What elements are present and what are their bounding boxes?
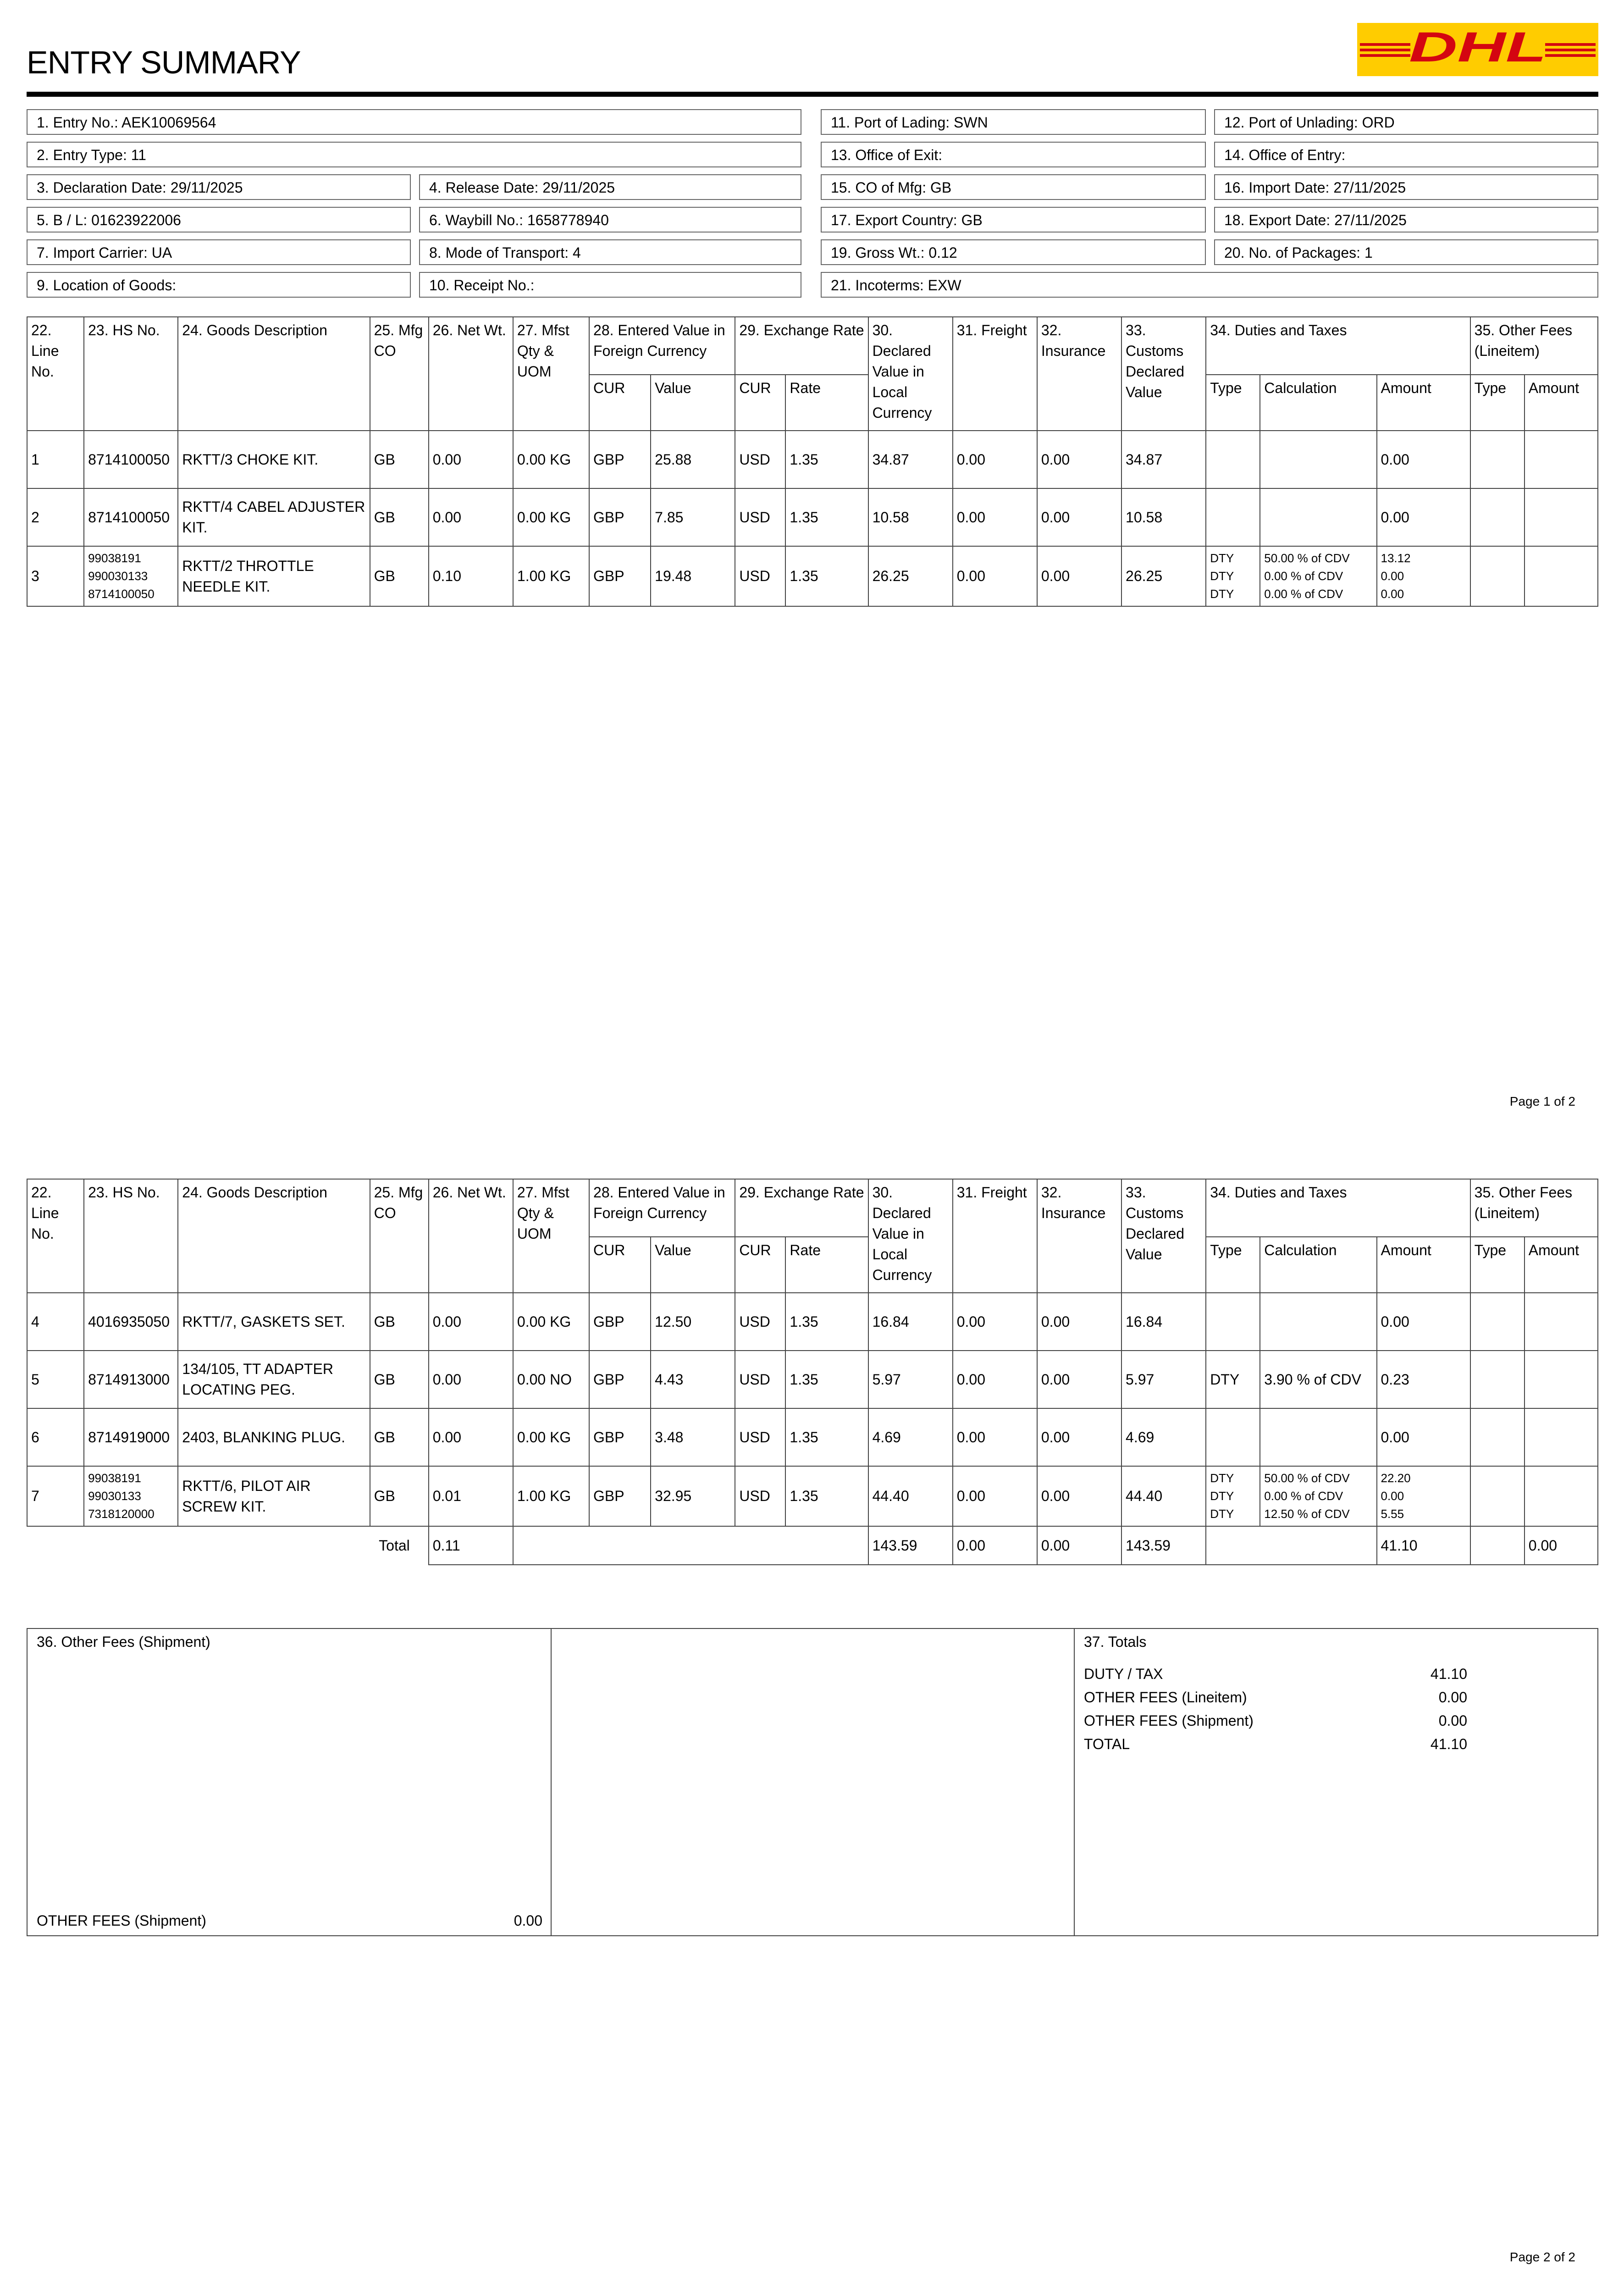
cell-cust: 16.84 [1121, 1293, 1206, 1351]
col-header-declared-value: 30. Declared Value in Local Currency [868, 317, 953, 431]
cell-goods-description: RKTT/3 CHOKE KIT. [178, 431, 370, 488]
page-title: ENTRY SUMMARY [27, 44, 301, 80]
col-header-duties-taxes: 34. Duties and Taxes [1206, 317, 1470, 375]
cell-other-fee-type [1470, 431, 1525, 488]
cell-duty-amount: 0.23 [1377, 1351, 1470, 1408]
cell-xcur: USD [735, 1466, 785, 1526]
cell-other-fee-amount [1525, 1466, 1598, 1526]
table-row [27, 1293, 1598, 1351]
cell-net: 0.00 [429, 488, 513, 546]
cell-net: 0.00 [429, 1293, 513, 1351]
subheader-type: Type [1206, 375, 1260, 431]
subheader-cur: CUR [735, 375, 785, 431]
other-fees-shipment-label: OTHER FEES (Shipment) [37, 1912, 206, 1929]
col-header-exchange-rate: 29. Exchange Rate [735, 317, 868, 375]
cell-net: 0.00 [429, 1408, 513, 1466]
cell-ins: 0.00 [1037, 488, 1121, 546]
cell-hs-no: 8714919000 [84, 1408, 178, 1466]
col-header-freight: 31. Freight [953, 317, 1037, 431]
cell-cust: 26.25 [1121, 546, 1206, 606]
cell-xcur: USD [735, 1408, 785, 1466]
col-header-mfg-co: 25. Mfg CO [370, 317, 429, 431]
col-header-duties-taxes: 34. Duties and Taxes [1206, 1179, 1470, 1237]
cell-goods-description: RKTT/7, GASKETS SET. [178, 1293, 370, 1351]
cell-rate: 1.35 [785, 1351, 868, 1408]
cell-decl: 44.40 [868, 1466, 953, 1526]
col-header-exchange-rate: 29. Exchange Rate [735, 1179, 868, 1237]
cell-xcur: USD [735, 1351, 785, 1408]
gross-wt-field: 19. Gross Wt.: 0.12 [821, 239, 1206, 265]
totals-row [27, 1526, 1598, 1565]
cell-net: 0.00 [429, 1351, 513, 1408]
import-date-field: 16. Import Date: 27/11/2025 [1214, 174, 1598, 200]
cell-hs-no: 8714100050 [84, 431, 178, 488]
cell-other-fee-type [1470, 1293, 1525, 1351]
cell-duty-calculation [1260, 488, 1376, 546]
subheader-rate: Rate [785, 375, 868, 431]
cell-xcur: USD [735, 488, 785, 546]
cell-ins: 0.00 [1037, 546, 1121, 606]
no-of-packages-field: 20. No. of Packages: 1 [1214, 239, 1598, 265]
totals-item-value: 0.00 [1438, 1689, 1467, 1706]
cell-cur: GBP [589, 1293, 651, 1351]
total-net-wt: 0.11 [429, 1526, 513, 1565]
cell-co: GB [370, 431, 429, 488]
cell-other-fee-type [1470, 546, 1525, 606]
cell-duty-amount: 13.12 0.00 0.00 [1377, 546, 1470, 606]
cell-line-no: 5 [27, 1351, 84, 1408]
cell-rate: 1.35 [785, 488, 868, 546]
total-freight: 0.00 [953, 1526, 1037, 1565]
cell-duty-type: DTY DTY DTY [1206, 546, 1260, 606]
cell-goods-description: 134/105, TT ADAPTER LOCATING PEG. [178, 1351, 370, 1408]
cell-cur: GBP [589, 431, 651, 488]
cell-cust: 5.97 [1121, 1351, 1206, 1408]
cell-val: 19.48 [651, 546, 735, 606]
cell-ins: 0.00 [1037, 431, 1121, 488]
entry-type-field: 2. Entry Type: 11 [27, 142, 801, 167]
cell-qty: 0.00 KG [513, 488, 589, 546]
release-date-field: 4. Release Date: 29/11/2025 [419, 174, 801, 200]
col-header-mfst-qty: 27. Mfst Qty & UOM [513, 1179, 589, 1293]
subheader-type: Type [1206, 1237, 1260, 1293]
cell-co: GB [370, 1466, 429, 1526]
cell-cur: GBP [589, 488, 651, 546]
cell-goods-description: RKTT/4 CABEL ADJUSTER KIT. [178, 488, 370, 546]
cell-rate: 1.35 [785, 1466, 868, 1526]
total-spacer [513, 1526, 868, 1565]
cell-qty: 0.00 NO [513, 1351, 589, 1408]
cell-other-fee-amount [1525, 546, 1598, 606]
shipment-summary-box [27, 1628, 1598, 1936]
cell-freight: 0.00 [953, 1351, 1037, 1408]
total-duty-amount: 41.10 [1377, 1526, 1470, 1565]
table-row [27, 1408, 1598, 1466]
cell-val: 25.88 [651, 431, 735, 488]
col-header-hs-no: 23. HS No. [84, 317, 178, 431]
col-header-goods-description: 24. Goods Description [178, 1179, 370, 1293]
cell-duty-amount: 0.00 [1377, 1293, 1470, 1351]
col-header-hs-no: 23. HS No. [84, 1179, 178, 1293]
cell-xcur: USD [735, 546, 785, 606]
totals-item-value: 0.00 [1438, 1712, 1467, 1729]
col-header-customs-value: 33. Customs Declared Value [1121, 1179, 1206, 1293]
export-date-field: 18. Export Date: 27/11/2025 [1214, 207, 1598, 233]
totals-item-value: 41.10 [1430, 1666, 1467, 1682]
cell-other-fee-type [1470, 1408, 1525, 1466]
cell-cur: GBP [589, 1351, 651, 1408]
table-row [27, 1351, 1598, 1408]
cell-xcur: USD [735, 431, 785, 488]
col-header-other-fees: 35. Other Fees (Lineitem) [1470, 1179, 1598, 1237]
dhl-logo [1357, 23, 1598, 76]
cell-line-no: 2 [27, 488, 84, 546]
cell-duty-type [1206, 1408, 1260, 1466]
cell-val: 3.48 [651, 1408, 735, 1466]
subheader-cur: CUR [735, 1237, 785, 1293]
cell-hs-no: 4016935050 [84, 1293, 178, 1351]
cell-ins: 0.00 [1037, 1351, 1121, 1408]
cell-decl: 34.87 [868, 431, 953, 488]
totals-item-label: OTHER FEES (Lineitem) [1084, 1689, 1247, 1706]
cell-other-fee-amount [1525, 1293, 1598, 1351]
cell-freight: 0.00 [953, 488, 1037, 546]
cell-cust: 4.69 [1121, 1408, 1206, 1466]
cell-ins: 0.00 [1037, 1408, 1121, 1466]
subheader-value: Value [651, 375, 735, 431]
cell-cust: 44.40 [1121, 1466, 1206, 1526]
table-row [27, 1466, 1598, 1526]
totals-title: 37. Totals [1084, 1634, 1147, 1650]
receipt-no-field: 10. Receipt No.: [419, 272, 801, 298]
cell-decl: 16.84 [868, 1293, 953, 1351]
table-header-row [27, 317, 1598, 375]
cell-other-fee-amount [1525, 1351, 1598, 1408]
subheader-amount: Amount [1525, 1237, 1598, 1293]
import-carrier-field: 7. Import Carrier: UA [27, 239, 411, 265]
col-header-mfst-qty: 27. Mfst Qty & UOM [513, 317, 589, 431]
total-insurance: 0.00 [1037, 1526, 1121, 1565]
cell-qty: 0.00 KG [513, 1408, 589, 1466]
cell-ins: 0.00 [1037, 1466, 1121, 1526]
col-header-customs-value: 33. Customs Declared Value [1121, 317, 1206, 431]
cell-cust: 34.87 [1121, 431, 1206, 488]
cell-other-fee-amount [1525, 431, 1598, 488]
subheader-calculation: Calculation [1260, 1237, 1376, 1293]
cell-duty-calculation: 3.90 % of CDV [1260, 1351, 1376, 1408]
cell-duty-calculation: 50.00 % of CDV 0.00 % of CDV 12.50 % of CDV [1260, 1466, 1376, 1526]
cell-duty-amount: 0.00 [1377, 431, 1470, 488]
cell-decl: 4.69 [868, 1408, 953, 1466]
cell-cur: GBP [589, 546, 651, 606]
total-label: Total [379, 1537, 410, 1554]
col-header-entered-value: 28. Entered Value in Foreign Currency [589, 1179, 735, 1237]
other-fees-shipment-value: 0.00 [514, 1912, 542, 1929]
page-number: Page 2 of 2 [1509, 2250, 1575, 2264]
col-header-declared-value: 30. Declared Value in Local Currency [868, 1179, 953, 1293]
cell-line-no: 1 [27, 431, 84, 488]
cell-duty-calculation [1260, 431, 1376, 488]
header-rule [27, 92, 1598, 97]
cell-other-fee-type [1470, 488, 1525, 546]
subheader-amount: Amount [1525, 375, 1598, 431]
cell-co: GB [370, 1408, 429, 1466]
cell-hs-no: 99038191 99030133 7318120000 [84, 1466, 178, 1526]
cell-decl: 5.97 [868, 1351, 953, 1408]
cell-other-fee-amount [1525, 488, 1598, 546]
total-spacer [1470, 1526, 1525, 1565]
dhl-logo-text: DHL [1409, 24, 1547, 71]
line-items-table-page1 [27, 316, 1598, 607]
col-header-mfg-co: 25. Mfg CO [370, 1179, 429, 1293]
cell-val: 12.50 [651, 1293, 735, 1351]
table-row [27, 488, 1598, 546]
location-of-goods-field: 9. Location of Goods: [27, 272, 411, 298]
subheader-type: Type [1470, 1237, 1525, 1293]
blank-section [552, 1629, 1075, 1935]
totals-item-label: TOTAL [1084, 1736, 1130, 1752]
subheader-cur: CUR [589, 1237, 651, 1293]
totals-item-label: DUTY / TAX [1084, 1666, 1163, 1682]
cell-duty-calculation [1260, 1293, 1376, 1351]
line-items-table-page2 [27, 1179, 1598, 1565]
cell-duty-type: DTY [1206, 1351, 1260, 1408]
col-header-net-wt: 26. Net Wt. [429, 317, 513, 431]
subheader-cur: CUR [589, 375, 651, 431]
cell-goods-description: RKTT/2 THROTTLE NEEDLE KIT. [178, 546, 370, 606]
cell-hs-no: 99038191 990030133 8714100050 [84, 546, 178, 606]
cell-co: GB [370, 1351, 429, 1408]
cell-freight: 0.00 [953, 431, 1037, 488]
incoterms-field: 21. Incoterms: EXW [821, 272, 1598, 298]
cell-rate: 1.35 [785, 431, 868, 488]
table-row [27, 431, 1598, 488]
total-customs-value: 143.59 [1121, 1526, 1206, 1565]
cell-decl: 10.58 [868, 488, 953, 546]
co-of-mfg-field: 15. CO of Mfg: GB [821, 174, 1206, 200]
cell-line-no: 6 [27, 1408, 84, 1466]
col-header-goods-description: 24. Goods Description [178, 317, 370, 431]
subheader-amount: Amount [1377, 375, 1470, 431]
cell-hs-no: 8714100050 [84, 488, 178, 546]
cell-rate: 1.35 [785, 1408, 868, 1466]
subheader-calculation: Calculation [1260, 375, 1376, 431]
subheader-value: Value [651, 1237, 735, 1293]
cell-duty-type: DTY DTY DTY [1206, 1466, 1260, 1526]
cell-xcur: USD [735, 1293, 785, 1351]
office-of-exit-field: 13. Office of Exit: [821, 142, 1206, 167]
cell-freight: 0.00 [953, 1293, 1037, 1351]
cell-duty-amount: 22.20 0.00 5.55 [1377, 1466, 1470, 1526]
cell-goods-description: 2403, BLANKING PLUG. [178, 1408, 370, 1466]
col-header-other-fees: 35. Other Fees (Lineitem) [1470, 317, 1598, 375]
cell-duty-calculation: 50.00 % of CDV 0.00 % of CDV 0.00 % of CDV [1260, 546, 1376, 606]
export-country-field: 17. Export Country: GB [821, 207, 1206, 233]
cell-line-no: 4 [27, 1293, 84, 1351]
total-spacer [1206, 1526, 1376, 1565]
other-fees-shipment-section [28, 1629, 552, 1935]
cell-net: 0.10 [429, 546, 513, 606]
col-header-entered-value: 28. Entered Value in Foreign Currency [589, 317, 735, 375]
cell-ins: 0.00 [1037, 1293, 1121, 1351]
cell-val: 7.85 [651, 488, 735, 546]
cell-co: GB [370, 1293, 429, 1351]
cell-duty-type [1206, 431, 1260, 488]
cell-cust: 10.58 [1121, 488, 1206, 546]
cell-line-no: 7 [27, 1466, 84, 1526]
col-header-line-no: 22. Line No. [27, 317, 84, 431]
cell-qty: 0.00 KG [513, 1293, 589, 1351]
table-header-row [27, 1179, 1598, 1237]
cell-qty: 1.00 KG [513, 1466, 589, 1526]
col-header-insurance: 32. Insurance [1037, 317, 1121, 431]
cell-goods-description: RKTT/6, PILOT AIR SCREW KIT. [178, 1466, 370, 1526]
page-number: Page 1 of 2 [1509, 1094, 1575, 1108]
cell-net: 0.01 [429, 1466, 513, 1526]
cell-freight: 0.00 [953, 546, 1037, 606]
mode-of-transport-field: 8. Mode of Transport: 4 [419, 239, 801, 265]
col-header-freight: 31. Freight [953, 1179, 1037, 1293]
cell-freight: 0.00 [953, 1408, 1037, 1466]
other-fees-shipment-title: 36. Other Fees (Shipment) [37, 1634, 210, 1650]
col-header-net-wt: 26. Net Wt. [429, 1179, 513, 1293]
cell-co: GB [370, 488, 429, 546]
subheader-type: Type [1470, 375, 1525, 431]
cell-decl: 26.25 [868, 546, 953, 606]
cell-hs-no: 8714913000 [84, 1351, 178, 1408]
cell-duty-type [1206, 488, 1260, 546]
cell-qty: 1.00 KG [513, 546, 589, 606]
cell-duty-amount: 0.00 [1377, 488, 1470, 546]
cell-val: 32.95 [651, 1466, 735, 1526]
cell-cur: GBP [589, 1408, 651, 1466]
totals-section [1075, 1629, 1597, 1935]
total-other-fees: 0.00 [1525, 1526, 1598, 1565]
declaration-date-field: 3. Declaration Date: 29/11/2025 [27, 174, 411, 200]
cell-net: 0.00 [429, 431, 513, 488]
col-header-insurance: 32. Insurance [1037, 1179, 1121, 1293]
subheader-rate: Rate [785, 1237, 868, 1293]
cell-other-fee-amount [1525, 1408, 1598, 1466]
port-of-unlading-field: 12. Port of Unlading: ORD [1214, 109, 1598, 135]
cell-duty-calculation [1260, 1408, 1376, 1466]
cell-other-fee-type [1470, 1351, 1525, 1408]
cell-line-no: 3 [27, 546, 84, 606]
cell-rate: 1.35 [785, 546, 868, 606]
bl-field: 5. B / L: 01623922006 [27, 207, 411, 233]
col-header-line-no: 22. Line No. [27, 1179, 84, 1293]
entry-no-field: 1. Entry No.: AEK10069564 [27, 109, 801, 135]
cell-other-fee-type [1470, 1466, 1525, 1526]
totals-item-label: OTHER FEES (Shipment) [1084, 1712, 1254, 1729]
cell-co: GB [370, 546, 429, 606]
office-of-entry-field: 14. Office of Entry: [1214, 142, 1598, 167]
port-of-lading-field: 11. Port of Lading: SWN [821, 109, 1206, 135]
table-row [27, 546, 1598, 606]
cell-rate: 1.35 [785, 1293, 868, 1351]
cell-duty-type [1206, 1293, 1260, 1351]
cell-freight: 0.00 [953, 1466, 1037, 1526]
cell-cur: GBP [589, 1466, 651, 1526]
cell-duty-amount: 0.00 [1377, 1408, 1470, 1466]
cell-qty: 0.00 KG [513, 431, 589, 488]
cell-val: 4.43 [651, 1351, 735, 1408]
subheader-amount: Amount [1377, 1237, 1470, 1293]
totals-item-value: 41.10 [1430, 1736, 1467, 1752]
total-declared-value: 143.59 [868, 1526, 953, 1565]
waybill-field: 6. Waybill No.: 1658778940 [419, 207, 801, 233]
dhl-logo-icon [1357, 23, 1598, 76]
